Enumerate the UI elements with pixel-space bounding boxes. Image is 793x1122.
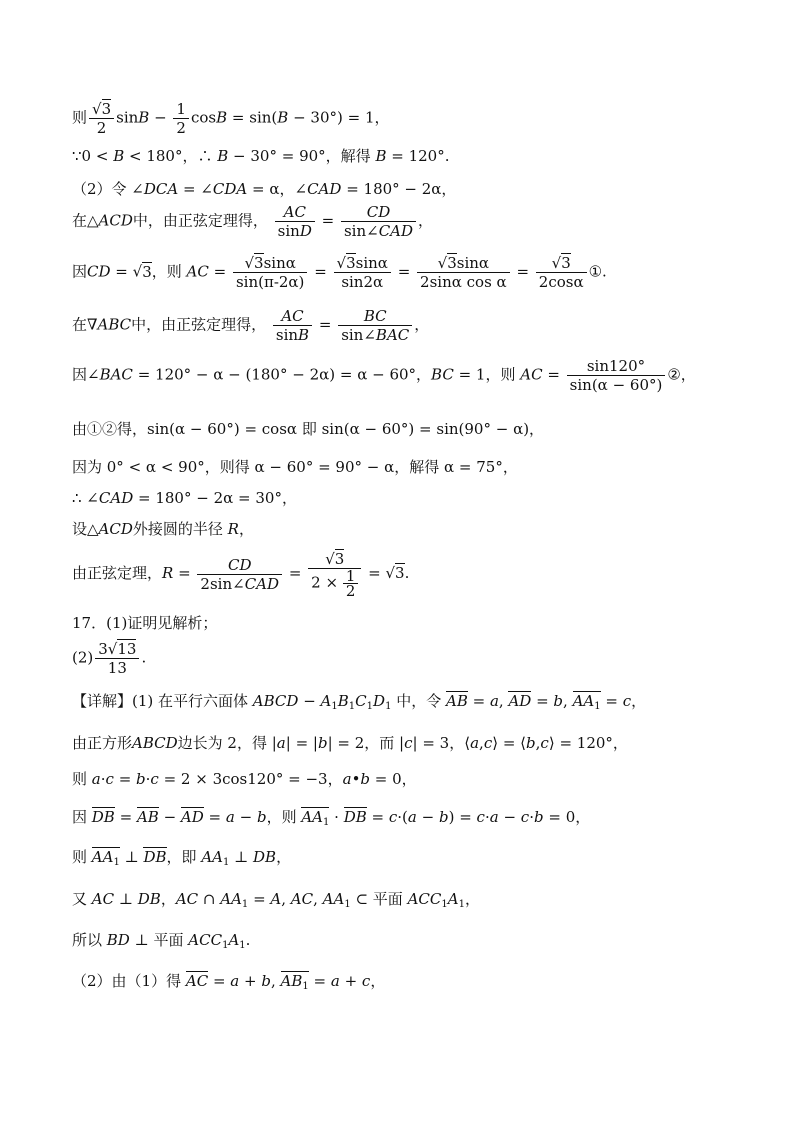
- solution-line-3: （2）令 ∠DCA = ∠CDA = α，∠CAD = 180° − 2α，: [72, 180, 457, 198]
- solution-line-10: ∴ ∠CAD = 180° − 2α = 30°，: [72, 489, 297, 507]
- solution-line-4: 在△ACD中，由正弦定理得， $\frac{AC}{\sin D}$ = $\frac{CD}{\text{sin∠CAD}}$ ，: [72, 203, 434, 240]
- solution-line-8: 由①②得，sin(α − 60°) = cosα 即 sin(α − 60°) = sin(90° − α)，: [72, 420, 545, 438]
- solution-line-17: 则 a·c = b·c = 2 × 3cos120° = −3，a•b = 0，: [72, 770, 417, 788]
- solution-line-15: 【详解】(1) 在平行六面体 ABCD − $A_1B_1C_1D_1$ 中，令 AB = a, AD = b, $AA_1 = c$，: [72, 692, 647, 712]
- solution-line-19: 则 $AA_1$ ⊥ DB，即 $AA_1$ ⊥ DB，: [72, 848, 292, 868]
- solution-line-7: 因∠BAC = 120° − α − (180° − 2α) = α − 60°，BC = 1，则 AC = $\frac{\sin 120^\circ}{\sin(\alpha - 60^\circ)}$ ②，: [72, 357, 696, 394]
- solution-line-12: 由正弦定理，R = $\frac{CD}{\text{2sin∠CAD}}$ = √3 2 × $\frac{1}{2}$ = √3.: [72, 550, 410, 600]
- solution-line-11: 设△ACD外接圆的半径 R，: [72, 520, 254, 538]
- solution-line-6: 在∇ABC中，由正弦定理得， $\frac{AC}{\sin B}$ = $\frac{BC}{\text{sin∠BAC}}$ ，: [72, 307, 430, 344]
- solution-line-20: 又 AC ⊥ DB，AC ∩ $AA_1 = A$, AC, $AA_1$ ⊂ 平面 $ACC_1A_1$，: [72, 890, 480, 910]
- solution-line-22: （2）由（1）得 AC = a + b, $AB_1 = a + c$，: [72, 972, 386, 992]
- solution-line-21: 所以 BD ⊥ 平面 $ACC_1A_1$.: [72, 931, 251, 951]
- solution-line-1: 则 $\frac{√3}{2}$ sinB − $\frac{1}{2}$ cosB = sin(B − 30°) = 1，: [72, 100, 390, 137]
- solution-line-13: 17．(1)证明见解析；: [72, 614, 218, 632]
- solution-line-14: (2) $\frac{3√13}{13}$ .: [72, 640, 147, 677]
- solution-line-5: 因CD = √3，则 AC = $\frac{√3\sin\alpha}{\sin(\pi-2\alpha)}$ = $\frac{√3\sin\alpha}{\sin 2\alpha}$ = $\frac{√3\sin\alpha}{\text{2sinα cos α}}$ = $\frac{√3}{2\cos\alpha}$ ①.: [72, 254, 607, 291]
- solution-line-16: 由正方形ABCD边长为 2，得 |a| = |b| = 2，而 |c| = 3，⟨a,c⟩ = ⟨b,c⟩ = 120°，: [72, 734, 628, 752]
- solution-line-18: 因 DB = AB − AD = a − b，则 $AA_1$ · DB = c·(a − b) = c·a − c·b = 0，: [72, 808, 591, 828]
- solution-line-2: ∵0 < B < 180°，∴ B − 30° = 90°，解得 B = 120°.: [72, 147, 450, 165]
- solution-line-9: 因为 0° < α < 90°，则得 α − 60° = 90° − α，解得 α = 75°，: [72, 458, 518, 476]
